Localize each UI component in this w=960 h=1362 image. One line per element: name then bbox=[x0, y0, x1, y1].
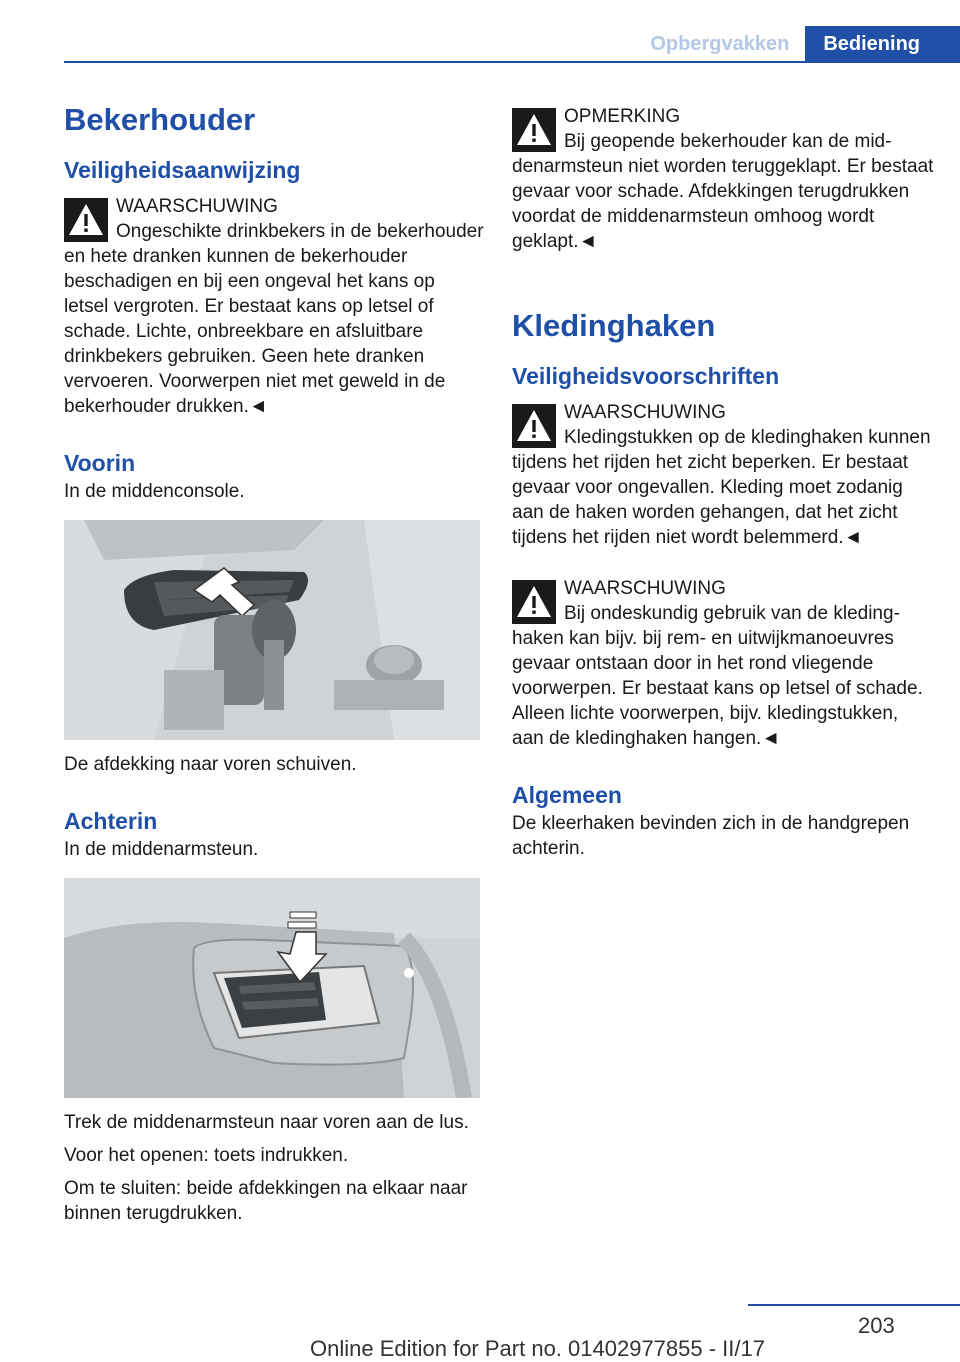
close-instruction: Om te sluiten: beide afdekkingen na elkaar naar binnen terugdrukken. bbox=[64, 1178, 468, 1224]
warning-text: Kledingstukken op de kledinghaken kunnen tijdens het rijden het zicht beperken. Er bestaat gevaar voor ongevallen. Kleding moet zodanig aan de haken worden gehangen, dat het zicht tijdens het rijden niet wordt belemmerd.◄ bbox=[512, 427, 931, 548]
warning-label: WAARSCHUWING bbox=[564, 578, 726, 599]
warning-label: WAARSCHUWING bbox=[564, 402, 726, 423]
tab-opbergvakken[interactable]: Opbergvakken bbox=[632, 26, 805, 62]
footer-rule bbox=[748, 1304, 960, 1306]
note-text: Bij geopende bekerhouder kan de middenarmsteun niet worden teruggeklapt. Er bestaat gevaar voor schade. Afdekkingen terugdrukken voordat de middenarmsteun omhoog wordt geklapt.◄ bbox=[512, 131, 934, 252]
warning-label: WAARSCHUWING bbox=[116, 196, 278, 217]
heading-rear: Achterin bbox=[64, 808, 158, 834]
rear-armrest-cupholder-illustration bbox=[64, 878, 480, 1098]
warning-triangle-icon bbox=[512, 108, 556, 152]
warning-text: Ongeschikte drinkbekers in de bekerhouder en hete dranken kunnen de bekerhouder beschadigen en bij een ongeval het kans op letsel vergroten. Er bestaat kans op letsel of schade. Lichte, onbreekbare en afsluitbare drinkbekers gebruiken. Geen hete dranken vervoeren. Voorwerpen niet met geweld in de bekerhouder drukken.◄ bbox=[64, 221, 484, 417]
warning-text: Bij ondeskundig gebruik van de kledinghaken kan bijv. bij rem- en uitwijkmanoeuvres gevaar ontstaan door in het rond vliegende voorwerpen. Er bestaat kans op letsel of schade. Alleen lichte voorwerpen, bijv. kledingstukken, aan de kledinghaken hangen.◄ bbox=[512, 603, 923, 749]
rear-description: In de middenarmsteun. bbox=[64, 839, 259, 860]
warning-block-cupholder bbox=[64, 194, 484, 419]
tab-bediening[interactable]: Bediening bbox=[805, 26, 960, 62]
warning-triangle-icon bbox=[64, 198, 108, 242]
edition-footer: Online Edition for Part no. 01402977855 - II/17 bbox=[310, 1336, 765, 1361]
heading-general: Algemeen bbox=[512, 782, 622, 808]
right-column bbox=[512, 104, 934, 861]
open-instruction: Voor het openen: toets indrukken. bbox=[64, 1145, 349, 1166]
heading-safety-notice: Veiligheidsaanwijzing bbox=[64, 157, 301, 183]
front-caption: De afdekking naar voren schuiven. bbox=[64, 754, 357, 775]
header-rule bbox=[64, 61, 960, 63]
note-label: OPMERKING bbox=[564, 106, 681, 127]
warning-block-coat-hooks-objects bbox=[512, 576, 934, 751]
section-title-bekerhouder: Bekerhouder bbox=[64, 102, 256, 137]
page-number: 203 bbox=[858, 1313, 895, 1338]
rear-caption: Trek de middenarmsteun naar voren aan de lus. bbox=[64, 1112, 469, 1133]
front-description: In de middenconsole. bbox=[64, 481, 245, 502]
left-column bbox=[64, 94, 484, 1226]
heading-front: Voorin bbox=[64, 450, 136, 476]
general-text: De kleerhaken bevinden zich in de handgrepen achterin. bbox=[512, 813, 910, 859]
front-console-cupholder-illustration bbox=[64, 520, 480, 740]
warning-block-coat-hooks-view bbox=[512, 400, 934, 550]
heading-safety-rules: Veiligheidsvoorschriften bbox=[512, 363, 780, 389]
header-tabs bbox=[632, 26, 960, 62]
warning-triangle-icon bbox=[512, 404, 556, 448]
note-block-armrest bbox=[512, 104, 934, 254]
warning-triangle-icon bbox=[512, 580, 556, 624]
section-title-kledinghaken: Kledinghaken bbox=[512, 308, 716, 343]
